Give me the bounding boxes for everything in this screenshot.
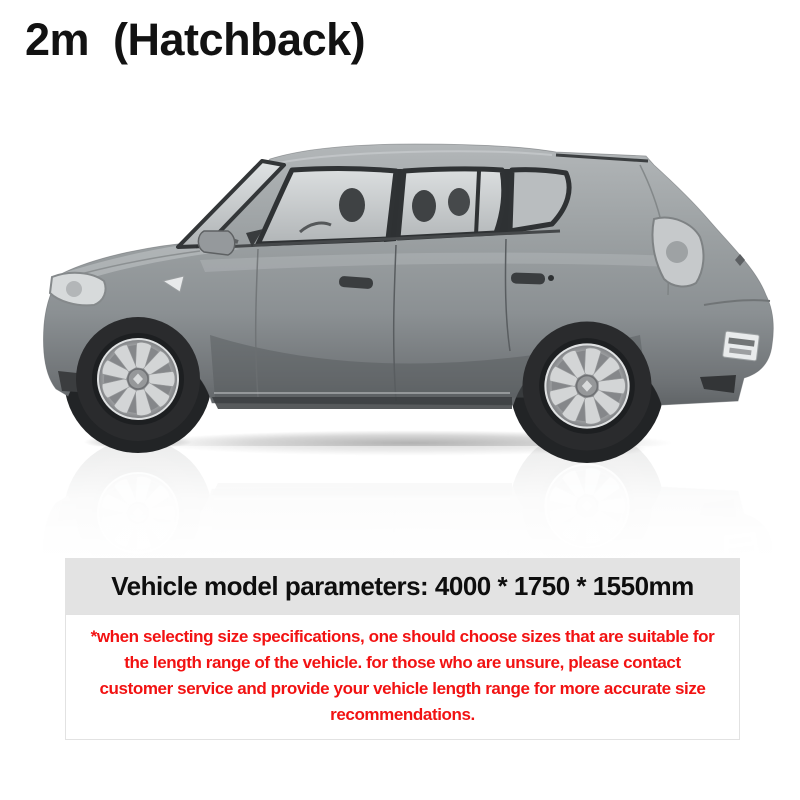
- disclaimer-line-4: recommendations.: [330, 705, 475, 724]
- disclaimer-line-3: customer service and provide your vehicle length range for more accurate size: [99, 679, 706, 698]
- disclaimer-line-2: the length range of the vehicle. for those who are unsure, please contact: [124, 653, 681, 672]
- car-photo: [0, 100, 800, 560]
- car: [43, 144, 773, 463]
- disclaimer-line-1: *when selecting size specifications, one should choose sizes that are suitable for: [90, 627, 715, 646]
- vehicle-params-text: Vehicle model parameters: 4000 * 1750 * 1550mm: [111, 570, 694, 601]
- reflection-fade: [0, 446, 800, 560]
- vehicle-params-banner: [65, 558, 740, 614]
- page-title: 2m (Hatchback): [25, 14, 366, 65]
- size-disclaimer-box: [65, 614, 740, 740]
